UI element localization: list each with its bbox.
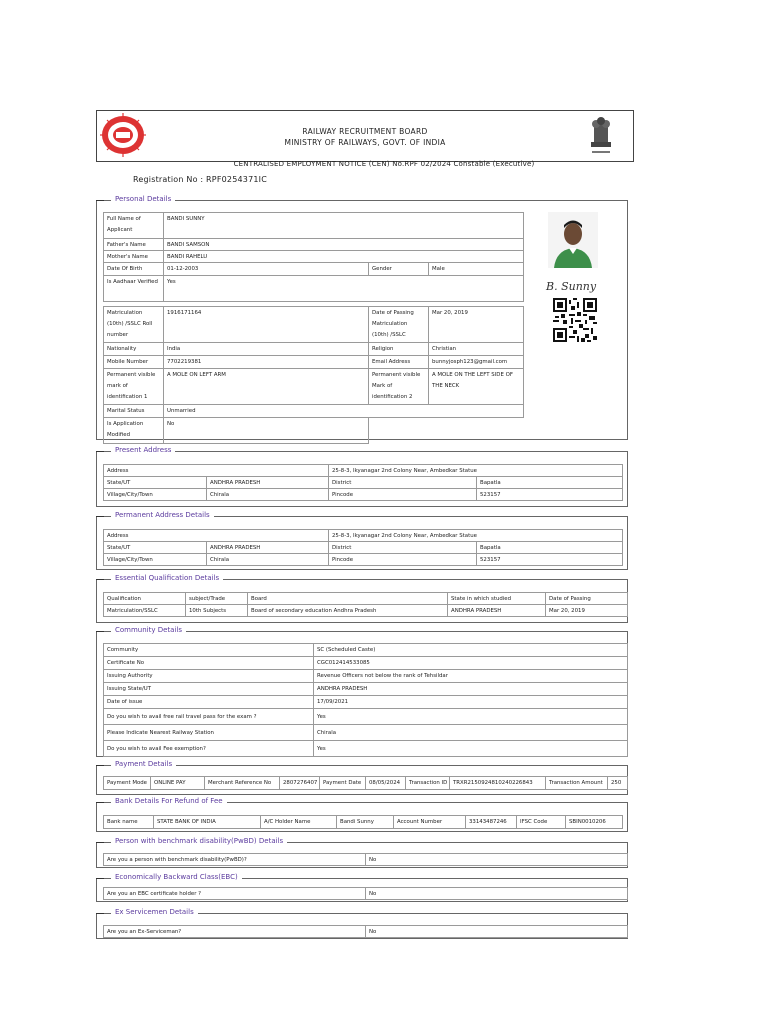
present-address-table: [103, 464, 623, 501]
pincode-value: 523157: [477, 554, 623, 566]
section-title: Community Details: [111, 626, 186, 634]
payment-mode-label: Payment Mode: [104, 777, 151, 790]
modified-value: No: [164, 418, 369, 444]
payment-mode-value: ONLINE PAY: [151, 777, 205, 790]
section-title: Ex Servicemen Details: [111, 908, 198, 916]
payment-date-label: Payment Date: [320, 777, 366, 790]
modified-label: Is Application Modified: [104, 418, 164, 444]
org-title: RAILWAY RECRUITMENT BOARD: [302, 127, 428, 136]
section-title: Bank Details For Refund of Fee: [111, 797, 227, 805]
ashoka-emblem: [582, 112, 620, 158]
org-subtitle: MINISTRY OF RAILWAYS, GOVT. OF INDIA: [284, 138, 446, 147]
payment-date-value: 08/05/2024: [366, 777, 406, 790]
mark2-value: A MOLE ON THE LEFT SIDE OF THE NECK: [429, 369, 524, 405]
account-number-label: Account Number: [394, 816, 466, 829]
ex-servicemen-table: [103, 925, 628, 938]
district-value: Bapatla: [477, 477, 623, 489]
authority-value: Revenue Officers not below the rank of Tehsildar: [314, 670, 628, 683]
village-value: Chirala: [207, 554, 329, 566]
aadhaar-label: Is Aadhaar Verified: [104, 276, 164, 302]
state-value: ANDHRA PRADESH: [448, 605, 546, 617]
transaction-amount-value: 250: [608, 777, 628, 790]
pwbd-question: Are you a person with benchmark disability(PwBD)?: [104, 854, 366, 866]
nationality-label: Nationality: [104, 343, 164, 356]
railway-station-label: Please Indicate Nearest Railway Station: [104, 725, 314, 741]
religion-value: Christian: [429, 343, 524, 356]
mobile-label: Mobile Number: [104, 356, 164, 369]
pwbd-answer: No: [366, 854, 628, 866]
aadhaar-value: Yes: [164, 276, 524, 302]
email-label: Email Address: [369, 356, 429, 369]
district-label: District: [329, 542, 477, 554]
permanent-address-section: [96, 511, 628, 570]
pincode-value: 523157: [477, 489, 623, 501]
gender-value: Male: [429, 263, 524, 276]
registration-number: Registration No : RPF0254371IC: [133, 175, 268, 184]
ifsc-label: IFSC Code: [517, 816, 566, 829]
address-value: 25-8-3, Ikyanagar 2nd Colony Near, Ambedkar Statue: [329, 530, 623, 542]
fee-exemption-label: Do you wish to avail Fee exemption?: [104, 741, 314, 757]
email-value: bunnyjosph123@gmail.com: [429, 356, 524, 369]
notice-line: CENTRALISED EMPLOYMENT NOTICE (CEN) No.RPF 02/2024 Constable (Executive): [233, 160, 535, 168]
applicant-photo: [548, 212, 598, 268]
section-title: Personal Details: [111, 195, 175, 203]
mark2-label: Permanent visible Mark of identification 2: [369, 369, 429, 405]
transaction-amount-label: Transaction Amount: [546, 777, 608, 790]
section-title: Economically Backward Class(EBC): [111, 873, 242, 881]
ebc-section: [96, 873, 628, 902]
marital-label: Marital Status: [104, 405, 164, 418]
matric-value: 1916171164: [164, 307, 369, 343]
address-label: Address: [104, 465, 329, 477]
state-value: ANDHRA PRADESH: [207, 477, 329, 489]
passing-value: Mar 20, 2019: [429, 307, 524, 343]
personal-table: [103, 212, 524, 444]
section-title: Essential Qualification Details: [111, 574, 223, 582]
full-name-label: Full Name of Applicant: [104, 213, 164, 239]
bank-name-label: Bank name: [104, 816, 154, 829]
issuing-state-value: ANDHRA PRADESH: [314, 683, 628, 696]
state-label: State/UT: [104, 477, 207, 489]
payment-table: [103, 776, 628, 790]
issue-date-value: 17/09/2021: [314, 696, 628, 709]
present-address-section: [96, 446, 628, 507]
pwbd-section: [96, 837, 628, 868]
mobile-value: 7702219381: [164, 356, 369, 369]
bank-name-value: STATE BANK OF INDIA: [154, 816, 261, 829]
gender-label: Gender: [369, 263, 429, 276]
passing-label: Date of Passing Matriculation (10th) /SSLC: [369, 307, 429, 343]
state-label: State/UT: [104, 542, 207, 554]
qualification-table: [103, 592, 628, 617]
bank-section: [96, 797, 628, 832]
village-value: Chirala: [207, 489, 329, 501]
father-value: BANDI SAMSON: [164, 239, 524, 251]
community-section: [96, 626, 628, 757]
section-title: Payment Details: [111, 760, 176, 768]
subject-header: subject/Trade: [186, 593, 248, 605]
qualification-header: Qualification: [104, 593, 186, 605]
railway-station-value: Chirala: [314, 725, 628, 741]
holder-name-value: Bandi Sunny: [337, 816, 394, 829]
ebc-table: [103, 887, 628, 900]
applicant-signature: B. Sunny: [546, 280, 597, 293]
pincode-label: Pincode: [329, 489, 477, 501]
section-title: Person with benchmark disability(PwBD) Details: [111, 837, 287, 845]
board-value: Board of secondary education Andhra Pradesh: [248, 605, 448, 617]
ebc-answer: No: [366, 888, 628, 900]
state-header: State in which studied: [448, 593, 546, 605]
transaction-id-value: TRXR2150924810240226843: [450, 777, 546, 790]
state-value: ANDHRA PRADESH: [207, 542, 329, 554]
fee-exemption-value: Yes: [314, 741, 628, 757]
bank-table: [103, 815, 623, 829]
district-value: Bapatla: [477, 542, 623, 554]
religion-label: Religion: [369, 343, 429, 356]
qualification-value: Matriculation/SSLC: [104, 605, 186, 617]
father-label: Father's Name: [104, 239, 164, 251]
merchant-ref-value: 2807276407: [280, 777, 320, 790]
full-name-value: BANDI SUNNY: [164, 213, 524, 239]
section-title: Permanent Address Details: [111, 511, 214, 519]
pwbd-table: [103, 853, 628, 866]
mother-label: Mother's Name: [104, 251, 164, 263]
ebc-question: Are you an EBC certificate holder ?: [104, 888, 366, 900]
merchant-ref-label: Merchant Reference No: [205, 777, 280, 790]
passing-header: Date of Passing: [546, 593, 628, 605]
village-label: Village/City/Town: [104, 489, 207, 501]
address-value: 25-8-3, Ikyanagar 2nd Colony Near, Ambedkar Statue: [329, 465, 623, 477]
dob-value: 01-12-2003: [164, 263, 369, 276]
rail-pass-label: Do you wish to avail free rail travel pass for the exam ?: [104, 709, 314, 725]
authority-label: Issuing Authority: [104, 670, 314, 683]
issuing-state-label: Issuing State/UT: [104, 683, 314, 696]
section-title: Present Address: [111, 446, 175, 454]
address-label: Address: [104, 530, 329, 542]
community-table: [103, 643, 628, 757]
mark1-label: Permanent visible mark of identification 1: [104, 369, 164, 405]
ex-servicemen-section: [96, 908, 628, 939]
transaction-id-label: Transaction ID: [406, 777, 450, 790]
board-header: Board: [248, 593, 448, 605]
account-number-value: 33143487246: [466, 816, 517, 829]
rail-pass-value: Yes: [314, 709, 628, 725]
village-label: Village/City/Town: [104, 554, 207, 566]
payment-section: [96, 760, 628, 795]
qualification-section: [96, 574, 628, 623]
dob-label: Date Of Birth: [104, 263, 164, 276]
community-label: Community: [104, 644, 314, 657]
indian-railways-logo: [97, 112, 149, 158]
passing-value: Mar 20, 2019: [546, 605, 628, 617]
certificate-label: Certificate No: [104, 657, 314, 670]
nationality-value: India: [164, 343, 369, 356]
certificate-value: CGC012414533085: [314, 657, 628, 670]
mother-value: BANDI RAHELU: [164, 251, 524, 263]
community-value: SC (Scheduled Caste): [314, 644, 628, 657]
permanent-address-table: [103, 529, 623, 566]
mark1-value: A MOLE ON LEFT ARM: [164, 369, 369, 405]
ifsc-value: SBIN0010206: [566, 816, 623, 829]
pincode-label: Pincode: [329, 554, 477, 566]
holder-name-label: A/C Holder Name: [261, 816, 337, 829]
subject-value: 10th Subjects: [186, 605, 248, 617]
ex-servicemen-answer: No: [366, 926, 628, 938]
issue-date-label: Date of issue: [104, 696, 314, 709]
marital-value: Unmarried: [164, 405, 524, 418]
ex-servicemen-question: Are you an Ex-Serviceman?: [104, 926, 366, 938]
district-label: District: [329, 477, 477, 489]
matric-label: Matriculation (10th) /SSLC Roll number: [104, 307, 164, 343]
qr-code-icon: [553, 298, 597, 342]
document-header: [96, 110, 634, 162]
